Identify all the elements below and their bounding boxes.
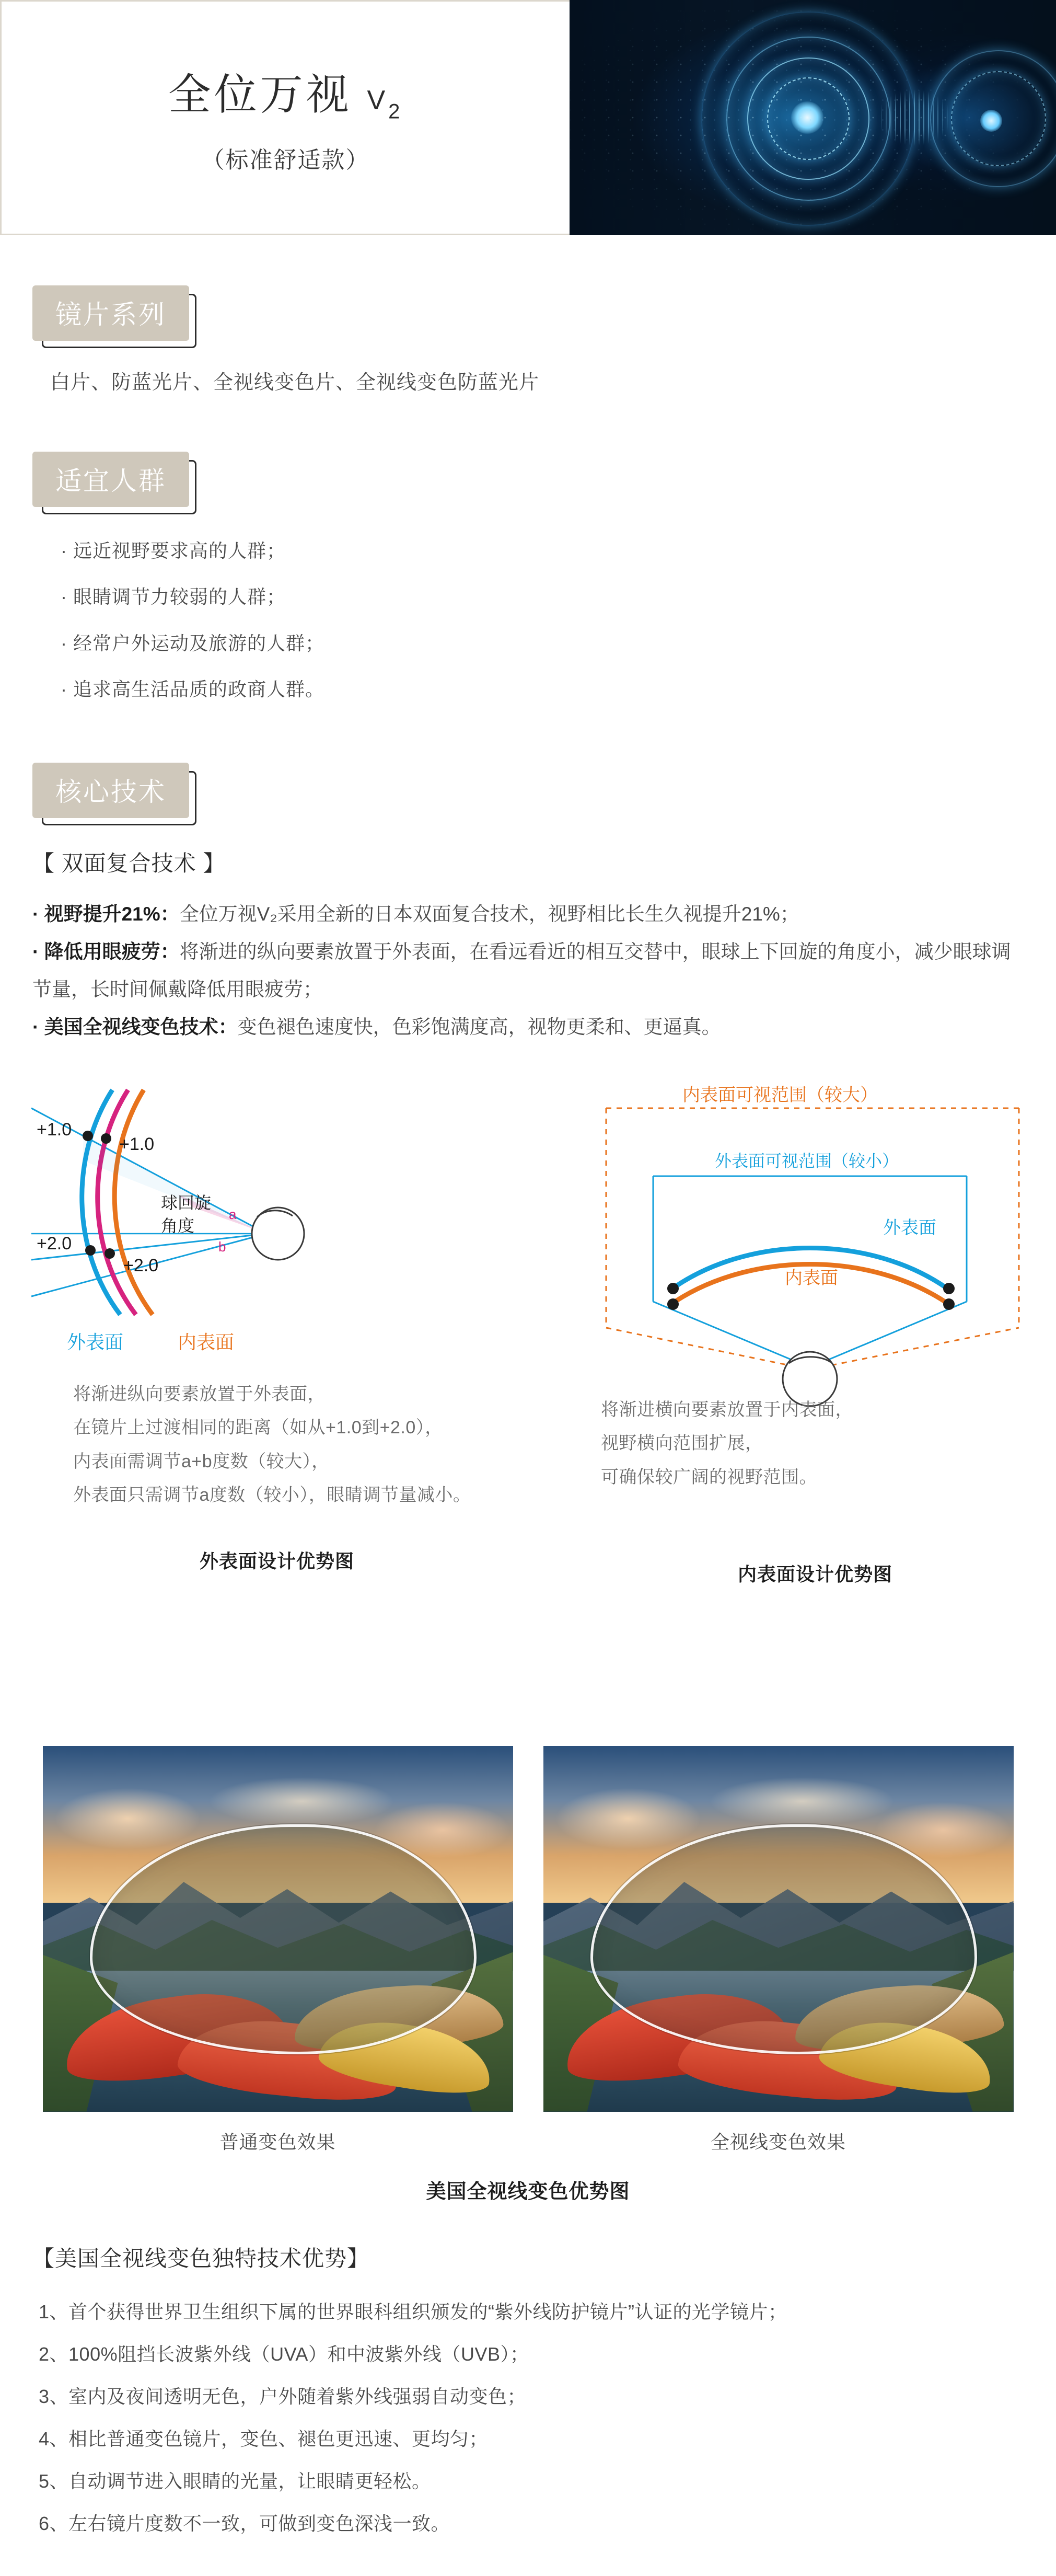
list-item: 6、左右镜片度数不一致，可做到变色深浅一致。 bbox=[39, 2512, 450, 2534]
svg-text:内表面可视范围（较大）: 内表面可视范围（较大） bbox=[682, 1085, 878, 1105]
caption-line: 可确保较广阔的视野范围。 bbox=[601, 1467, 817, 1487]
list-item: 5、自动调节进入眼睛的光量，让眼睛更轻松。 bbox=[39, 2470, 431, 2492]
svg-text:a: a bbox=[229, 1206, 237, 1222]
diagram-inner-surface-title: 内表面设计优势图 bbox=[737, 1563, 892, 1585]
hero-title-model: V bbox=[367, 85, 389, 116]
list-item: 4、相比普通变色镜片，变色、褪色更迅速、更均匀； bbox=[39, 2428, 489, 2450]
diagram-area bbox=[0, 1077, 1056, 1725]
list-item: · 追求高生活品质的政商人群。 bbox=[61, 678, 324, 700]
svg-text:内表面: 内表面 bbox=[178, 1331, 235, 1353]
list-item-lead: · 降低用眼疲劳： bbox=[32, 941, 180, 963]
hero-tech-image bbox=[570, 0, 1056, 235]
svg-text:内表面: 内表面 bbox=[785, 1268, 838, 1288]
hero-subtitle: （标准舒适款） bbox=[201, 147, 370, 174]
svg-text:外表面可视范围（较小）: 外表面可视范围（较小） bbox=[715, 1151, 899, 1170]
section-heading-core-tech: 核心技术 bbox=[32, 763, 189, 818]
photo-group-label: 美国全视线变色优势图 bbox=[426, 2180, 630, 2203]
svg-text:+1.0: +1.0 bbox=[119, 1134, 155, 1154]
svg-text:外表面: 外表面 bbox=[883, 1217, 936, 1238]
photo-comparison bbox=[0, 1746, 1056, 2154]
svg-text:+2.0: +2.0 bbox=[37, 1233, 72, 1254]
svg-text:+2.0: +2.0 bbox=[123, 1255, 159, 1275]
photo-normal-tint bbox=[43, 1746, 513, 2112]
list-item: 3、室内及夜间透明无色，户外随着紫外线强弱自动变色； bbox=[39, 2385, 527, 2407]
svg-text:角度: 角度 bbox=[161, 1216, 195, 1235]
list-item bbox=[32, 895, 1025, 933]
particle-dots-icon bbox=[570, 0, 1056, 235]
section-heading-audience: 适宜人群 bbox=[32, 452, 189, 507]
list-item-text: 将渐进的纵向要素放置于外表面，在看远看近的相互交替中，眼球上下回旋的角度小，减少眼球调节量，长时间佩戴降低用眼疲劳； bbox=[32, 941, 1011, 1000]
list-item: 1、首个获得世界卫生组织下属的世界眼科组织颁发的“紫外线防护镜片”认证的光学镜片； bbox=[39, 2301, 787, 2322]
list-item bbox=[32, 1008, 1025, 1046]
photo-card-transitions bbox=[543, 1746, 1014, 2154]
hero-title-main: 全位万视 bbox=[168, 71, 352, 119]
list-item: · 经常户外运动及旅游的人群； bbox=[61, 632, 324, 654]
list-item: · 远近视野要求高的人群； bbox=[61, 540, 286, 562]
core-tech-list bbox=[32, 895, 1025, 1046]
advantages-title: 【美国全视线变色独特技术优势】 bbox=[32, 2246, 370, 2271]
svg-text:球回旋: 球回旋 bbox=[161, 1193, 212, 1212]
photo-transitions-tint bbox=[543, 1746, 1014, 2112]
hero-title-model-subscript: 2 bbox=[388, 100, 403, 123]
section-lens-series bbox=[0, 285, 1056, 341]
list-item-text: 变色褪色速度快，色彩饱满度高，视物更柔和、更逼真。 bbox=[237, 1016, 721, 1038]
hero-title-panel bbox=[0, 0, 570, 235]
caption-line: 在镜片上过渡相同的距离（如从+1.0到+2.0）， bbox=[73, 1418, 443, 1438]
photo-caption-transitions: 全视线变色效果 bbox=[710, 2131, 846, 2153]
list-item-text: 全位万视V₂采用全新的日本双面复合技术，视野相比长生久视提升21%； bbox=[179, 903, 799, 925]
hero-title bbox=[168, 61, 403, 123]
lens-series-text: 白片、防蓝光片、全视线变色片、全视线变色防蓝光片 bbox=[50, 372, 540, 394]
photo-card-normal bbox=[43, 1746, 513, 2154]
photo-caption-normal: 普通变色效果 bbox=[219, 2131, 336, 2153]
diagram-outer-surface bbox=[21, 1077, 533, 1573]
list-item bbox=[32, 933, 1025, 1008]
caption-line: 内表面需调节a+b度数（较大）， bbox=[73, 1451, 330, 1471]
caption-line: 将渐进纵向要素放置于外表面， bbox=[73, 1384, 326, 1404]
list-item-lead: · 美国全视线变色技术： bbox=[32, 1016, 238, 1038]
core-tech-block-title: 【 双面复合技术 】 bbox=[32, 850, 226, 876]
list-item: · 眼睛调节力较弱的人群； bbox=[61, 586, 286, 608]
diagram-outer-surface-title: 外表面设计优势图 bbox=[199, 1550, 354, 1572]
svg-text:+1.0: +1.0 bbox=[37, 1119, 72, 1140]
svg-text:b: b bbox=[218, 1238, 226, 1255]
list-item: 2、100%阻挡长波紫外线（UVA）和中波紫外线（UVB）； bbox=[39, 2343, 529, 2365]
section-heading-lens-series: 镜片系列 bbox=[32, 285, 189, 341]
caption-line: 将渐进横向要素放置于内表面， bbox=[601, 1399, 853, 1420]
section-core-tech bbox=[0, 763, 1056, 818]
svg-text:外表面: 外表面 bbox=[67, 1331, 124, 1353]
caption-line: 外表面只需调节a度数（较小），眼睛调节量减小。 bbox=[73, 1485, 471, 1505]
caption-line: 视野横向范围扩展， bbox=[601, 1433, 763, 1454]
section-audience bbox=[0, 452, 1056, 507]
advantages-list bbox=[39, 2291, 1056, 2545]
hero-banner bbox=[0, 0, 1056, 235]
list-item-lead: · 视野提升21%： bbox=[32, 903, 180, 925]
audience-list bbox=[61, 528, 1056, 712]
diagram-inner-surface bbox=[590, 1077, 1040, 1587]
